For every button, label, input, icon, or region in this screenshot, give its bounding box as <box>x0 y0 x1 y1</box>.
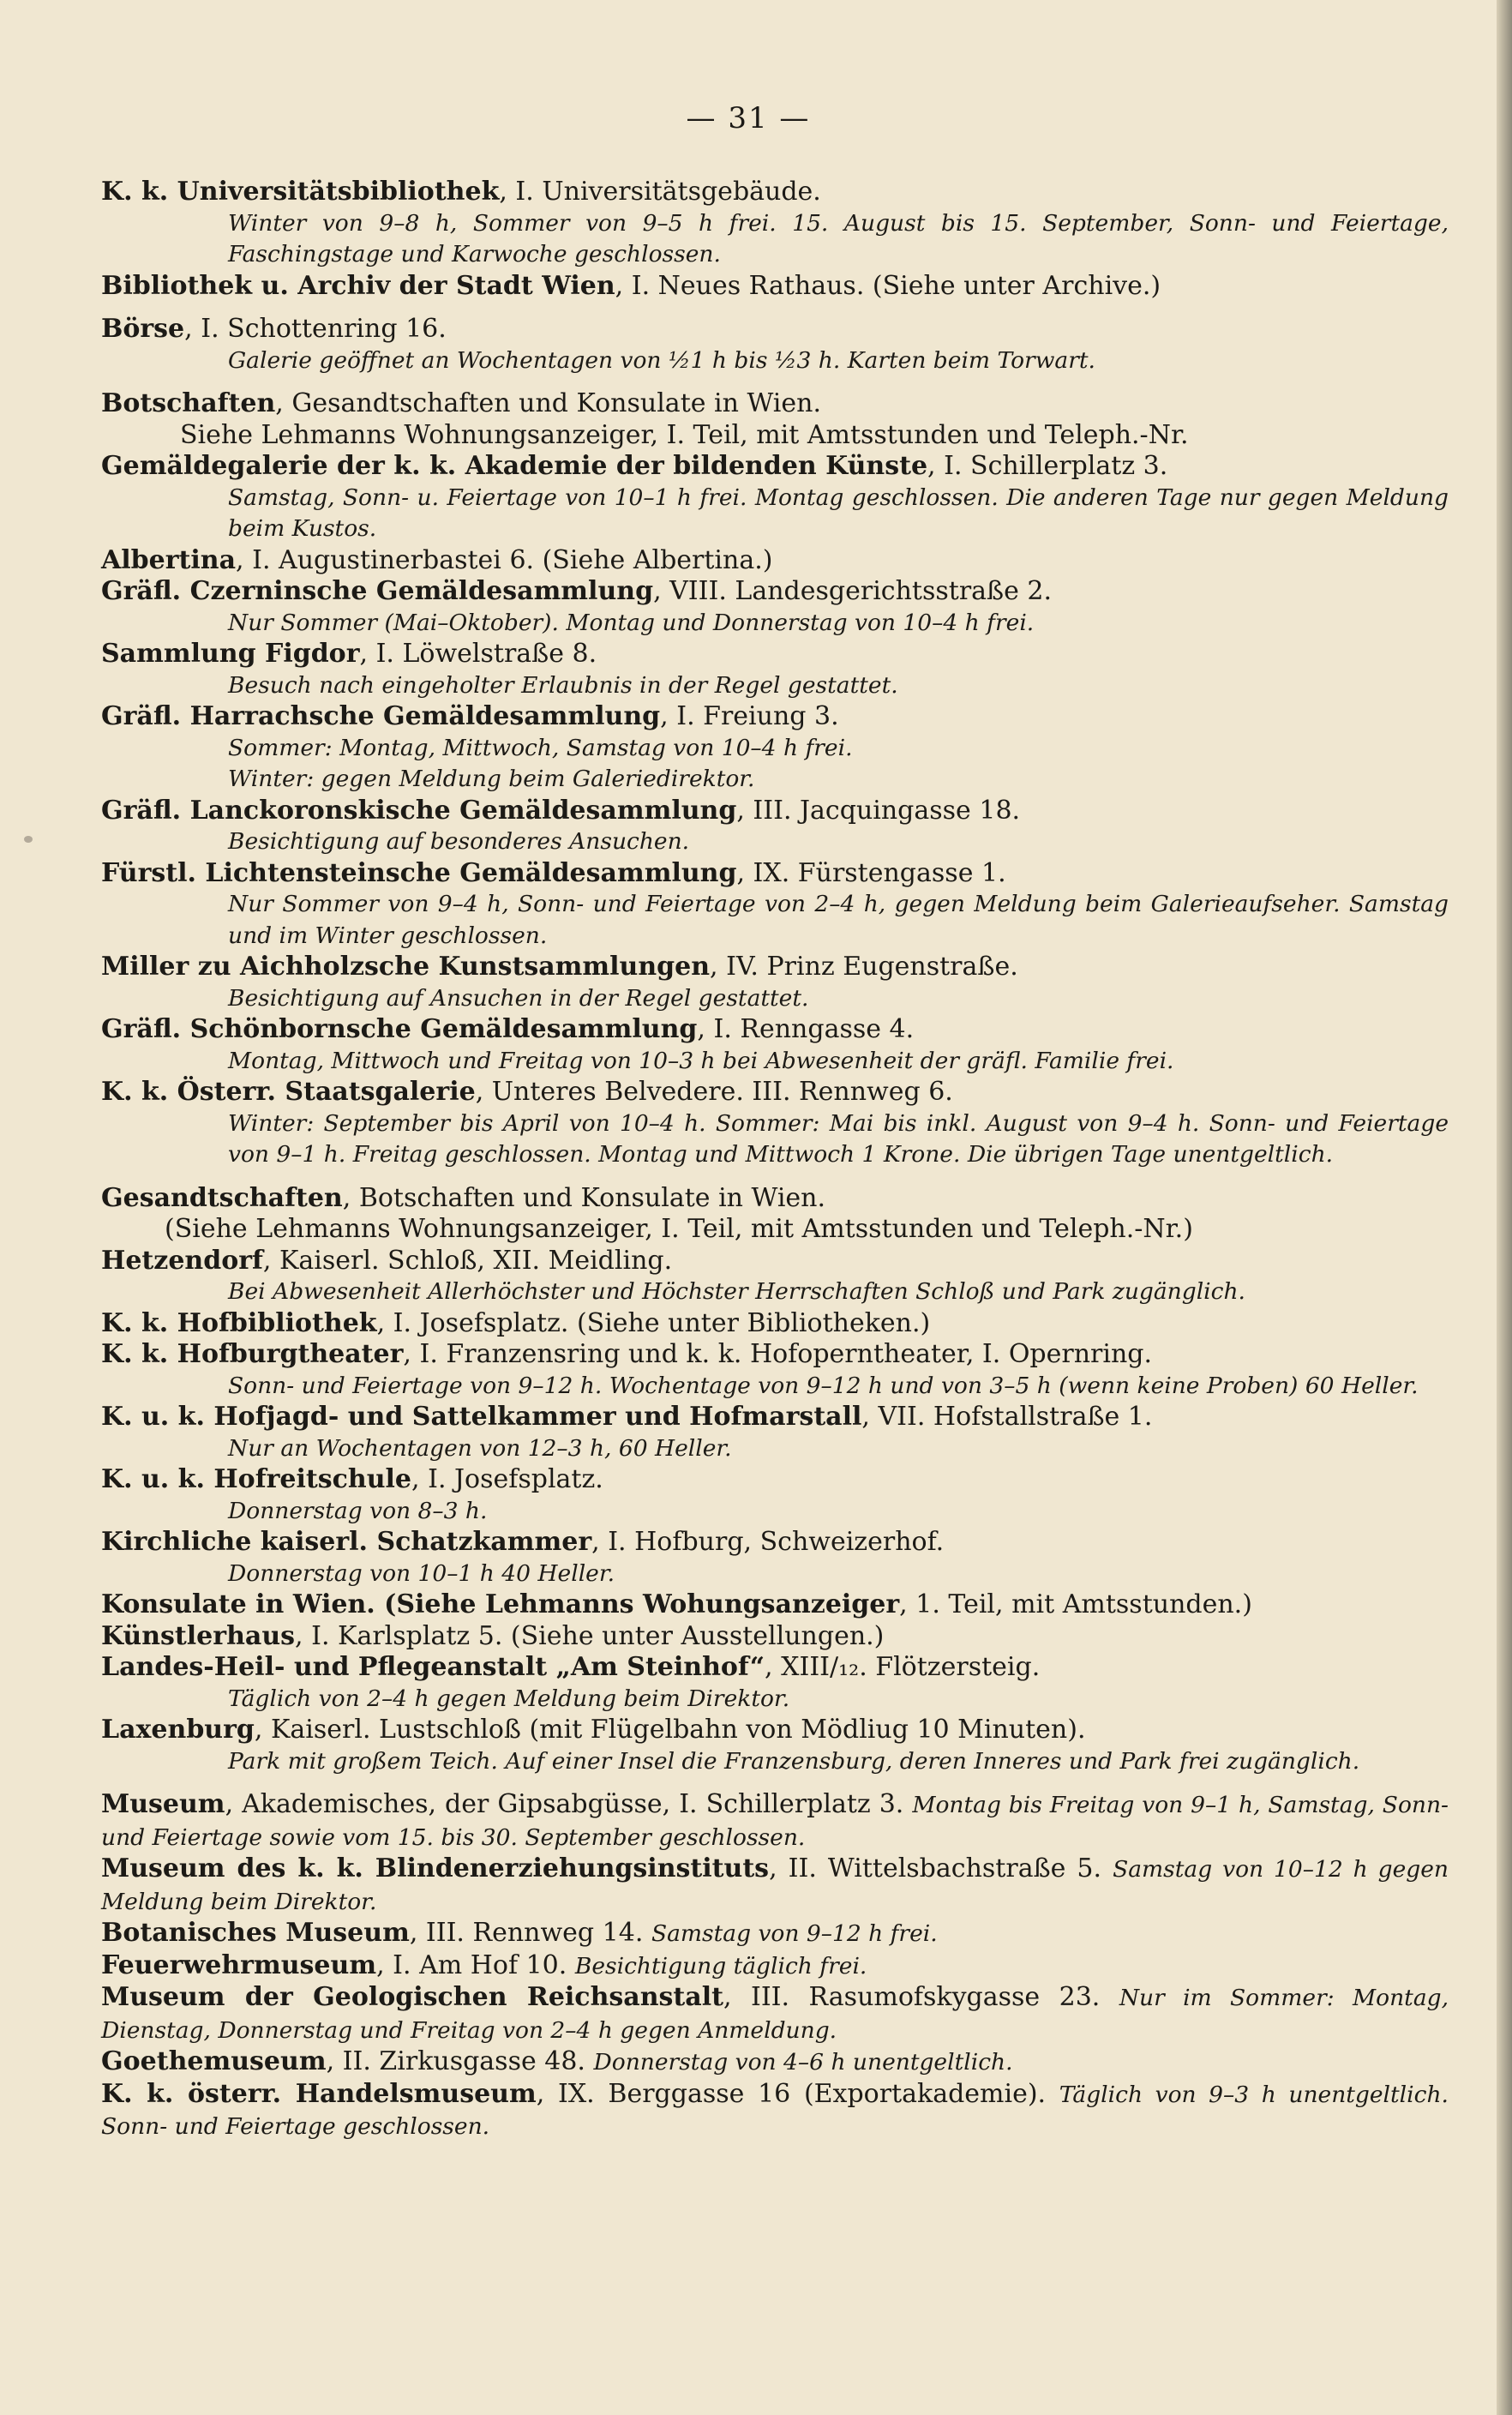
entry-botschaften <box>101 388 1449 451</box>
page-edge-shadow <box>1497 0 1512 2415</box>
entry-title-bold: Botanisches Museum <box>101 1918 410 1948</box>
entry-head: Museum der Geologischen Reichsanstalt, III. Rasumofskygasse 23. <box>101 1982 1101 2012</box>
entry-note: Besichtigung auf besonderes Ansuchen. <box>228 828 690 855</box>
entry-title-bold: Bibliothek u. Archiv der Stadt Wien <box>101 270 615 301</box>
entry-head: Hetzendorf, Kaiserl. Schloß, XII. Meidling. <box>101 1245 673 1276</box>
entry-title-bold: K. k. Hofburgtheater <box>101 1339 404 1369</box>
entry-gemaeldegalerie-akademie <box>101 451 1449 545</box>
page-body <box>101 177 1449 2143</box>
entry-title-bold: Botschaften <box>101 388 276 418</box>
entry-tail: Samstag von 9–12 h frei. <box>651 1920 938 1947</box>
entry-title-bold: Hetzendorf <box>101 1245 263 1276</box>
entry-head: K. k. Universitätsbibliothek, I. Universitätsgebäude. <box>101 177 821 207</box>
entry-title-bold: Gräfl. Czerninsche Gemäldesammlung <box>101 576 654 606</box>
entry-harrach <box>101 701 1449 796</box>
entry-note: Nur Sommer von 9–4 h, Sonn- und Feiertage von 2–4 h, gegen Meldung beim Galerieaufseher. Samstag und im Winter geschlossen. <box>228 891 1449 949</box>
entry-note: Galerie geöffnet an Wochentagen von ½1 h bis ½3 h. Karten beim Torwart. <box>228 346 1095 374</box>
spacer <box>101 302 1449 314</box>
entry-head: K. k. Hofburgtheater, I. Franzensring und k. k. Hofoperntheater, I. Opernring. <box>101 1339 1153 1369</box>
entry-head-wrap <box>101 1982 1449 2046</box>
spacer <box>101 1777 1449 1789</box>
entry-tail: Samstag von 10–12 h gegen Meldung beim Direktor. <box>101 1856 1449 1915</box>
page-number: — 31 — <box>686 101 811 135</box>
entry-title-bold: Gemäldegalerie der k. k. Akademie der bildenden Künste <box>101 451 928 481</box>
entry-title-bold: Gräfl. Harrachsche Gemäldesammlung <box>101 701 661 731</box>
entry-title-bold: Museum der Geologischen Reichsanstalt <box>101 1982 723 2012</box>
entry-title-bold: Sammlung Figdor <box>101 639 360 669</box>
entry-head: Botschaften, Gesandtschaften und Konsulate in Wien. <box>101 388 822 418</box>
entry-title-bold: Goethemuseum <box>101 2046 327 2076</box>
entry-head: Museum, Akademisches, der Gipsabgüsse, I. Schillerplatz 3. <box>101 1789 904 1819</box>
entry-geologische-reichsanstalt <box>101 1982 1449 2046</box>
entry-tail: Montag bis Freitag von 9–1 h, Samstag, Sonn- und Feiertage sowie vom 15. bis 30. September geschlossen. <box>101 1792 1449 1851</box>
entry-head: Gräfl. Harrachsche Gemäldesammlung, I. Freiung 3. <box>101 701 839 731</box>
entry-head: K. u. k. Hofjagd- und Sattelkammer und Hofmarstall, VII. Hofstallstraße 1. <box>101 1402 1153 1432</box>
entry-note: Täglich von 2–4 h gegen Meldung beim Direktor. <box>228 1685 790 1712</box>
entry-head-wrap <box>101 1950 1449 1983</box>
entry-head: K. k. Hofbibliothek, I. Josefsplatz. (Siehe unter Bibliotheken.) <box>101 1307 931 1338</box>
entry-title-bold: Miller zu Aichholzsche Kunstsammlungen <box>101 952 711 982</box>
paper-stain <box>24 836 33 843</box>
entry-head: Feuerwehrmuseum, I. Am Hof 10. <box>101 1949 567 1980</box>
entry-albertina <box>101 545 1449 577</box>
entry-figdor <box>101 639 1449 701</box>
entry-sub: (Siehe Lehmanns Wohnungsanzeiger, I. Teil, mit Amtsstunden und Teleph.-Nr.) <box>165 1214 1193 1244</box>
entry-title-bold: K. u. k. Hofjagd- und Sattelkammer und Hofmarstall <box>101 1402 862 1432</box>
entry-title-bold: Museum des k. k. Blindenerziehungsinstituts <box>101 1853 770 1883</box>
entry-head: K. k. österr. Handelsmuseum, IX. Berggasse 16 (Exportakademie). <box>101 2078 1047 2109</box>
entry-konsulate <box>101 1589 1449 1621</box>
entry-czernin <box>101 576 1449 639</box>
entry-title-bold: Laxenburg <box>101 1715 255 1745</box>
entry-note: Samstag, Sonn- u. Feiertage von 10–1 h frei. Montag geschlossen. Die anderen Tage nur gegen Meldung beim Kustos. <box>228 484 1449 542</box>
entry-hofreitschule <box>101 1464 1449 1527</box>
entry-note: Park mit großem Teich. Auf einer Insel die Franzensburg, deren Inneres und Park frei zugänglich. <box>228 1747 1360 1775</box>
entry-laxenburg <box>101 1715 1449 1777</box>
entry-head: Museum des k. k. Blindenerziehungsinstituts, II. Wittelsbachstraße 5. <box>101 1853 1102 1883</box>
entry-title-bold: Gräfl. Lanckoronskische Gemäldesammlung <box>101 795 737 826</box>
entry-note: Donnerstag von 8–3 h. <box>228 1497 488 1524</box>
entry-gesandtschaften <box>101 1183 1449 1246</box>
entry-title-bold: Gräfl. Schönbornsche Gemäldesammlung <box>101 1014 698 1044</box>
entry-head: Konsulate in Wien. (Siehe Lehmanns Wohungsanzeiger, 1. Teil, mit Amtsstunden.) <box>101 1589 1252 1619</box>
entry-staatsgalerie <box>101 1077 1449 1171</box>
entry-note: Nur an Wochentagen von 12–3 h, 60 Heller. <box>228 1434 732 1462</box>
entry-note: Winter: September bis April von 10–4 h. Sommer: Mai bis inkl. August von 9–4 h. Sonn- und Feiertage von 9–1 h. Freitag geschlossen. Montag und Mittwoch 1 Krone. Die übrigen Tage unentgeltlich. <box>228 1109 1449 1168</box>
entry-note: Besuch nach eingeholter Erlaubnis in der Regel gestattet. <box>228 671 898 699</box>
entry-handelsmuseum <box>101 2079 1449 2143</box>
entry-universitaetsbibliothek <box>101 177 1449 271</box>
entry-sub: Siehe Lehmanns Wohnungsanzeiger, I. Teil, mit Amtsstunden und Teleph.-Nr. <box>180 419 1189 450</box>
entry-title-bold: Fürstl. Lichtensteinsche Gemäldesammlung <box>101 857 737 888</box>
entry-title-bold: K. k. Universitätsbibliothek <box>101 177 500 207</box>
entry-tail: Täglich von 9–3 h unentgeltlich. Sonn- und Feiertage geschlossen. <box>101 2081 1449 2140</box>
entry-lanckoronski <box>101 796 1449 858</box>
entry-head: Gemäldegalerie der k. k. Akademie der bildenden Künste, I. Schillerplatz 3. <box>101 451 1168 481</box>
entry-schoenborn <box>101 1014 1449 1077</box>
entry-note: Winter von 9–8 h, Sommer von 9–5 h frei. 15. August bis 15. September, Sonn- und Feiertage, Faschingstage und Karwoche geschlossen. <box>228 209 1449 267</box>
entry-head: K. u. k. Hofreitschule, I. Josefsplatz. <box>101 1464 603 1494</box>
entry-head-wrap <box>101 1918 1449 1950</box>
entry-head-wrap <box>101 2079 1449 2143</box>
entry-title-bold: Landes-Heil- und Pflegeanstalt „Am Steinhof“ <box>101 1652 765 1682</box>
entry-boerse <box>101 314 1449 376</box>
entry-note: Montag, Mittwoch und Freitag von 10–3 h bei Abwesenheit der gräfl. Familie frei. <box>228 1047 1174 1074</box>
entry-title-bold: K. k. Österr. Staatsgalerie <box>101 1077 476 1107</box>
entry-note: Bei Abwesenheit Allerhöchster und Höchster Herrschaften Schloß und Park zugänglich. <box>228 1278 1245 1305</box>
entry-head: Künstlerhaus, I. Karlsplatz 5. (Siehe unter Ausstellungen.) <box>101 1620 885 1651</box>
entry-title-bold: Gesandtschaften <box>101 1182 343 1213</box>
entry-tail: Besichtigung täglich frei. <box>574 1952 867 1979</box>
entry-head: Landes-Heil- und Pflegeanstalt „Am Steinhof“, XIII/₁₂. Flötzersteig. <box>101 1652 1041 1682</box>
entry-head: Gesandtschaften, Botschaften und Konsulate in Wien. <box>101 1182 826 1213</box>
entry-note: Nur Sommer (Mai–Oktober). Montag und Donnerstag von 10–4 h frei. <box>228 609 1035 636</box>
entry-head: K. k. Österr. Staatsgalerie, Unteres Belvedere. III. Rennweg 6. <box>101 1077 953 1107</box>
entry-note-winter: Winter: gegen Meldung beim Galeriedirektor. <box>228 766 755 792</box>
entry-note: Besichtigung auf Ansuchen in der Regel gestattet. <box>228 984 809 1012</box>
entry-head: Laxenburg, Kaiserl. Lustschloß (mit Flügelbahn von Mödliug 10 Minuten). <box>101 1715 1086 1745</box>
entry-goethemuseum <box>101 2046 1449 2079</box>
entry-botanisches-museum <box>101 1918 1449 1950</box>
entry-head: Miller zu Aichholzsche Kunstsammlungen, IV. Prinz Eugenstraße. <box>101 952 1018 982</box>
entry-note: Sonn- und Feiertage von 9–12 h. Wochentage von 9–12 h und von 3–5 h (wenn keine Proben) 60 Heller. <box>228 1372 1419 1399</box>
entry-steinhof <box>101 1652 1449 1715</box>
entry-title-bold: Feuerwehrmuseum <box>101 1949 377 1980</box>
entry-hetzendorf <box>101 1246 1449 1308</box>
entry-lichtenstein <box>101 858 1449 952</box>
entry-title-bold: K. u. k. Hofreitschule <box>101 1464 412 1494</box>
entry-head: Botanisches Museum, III. Rennweg 14. <box>101 1918 644 1948</box>
entry-head-wrap <box>101 2046 1449 2079</box>
entry-title-bold: Börse <box>101 314 185 344</box>
entry-gipsabguesse <box>101 1789 1449 1853</box>
entry-title-bold: K. k. Hofbibliothek <box>101 1307 377 1338</box>
entry-title-bold: Konsulate in Wien. (Siehe Lehmanns Wohungsanzeiger <box>101 1589 900 1619</box>
entry-head: Bibliothek u. Archiv der Stadt Wien, I. Neues Rathaus. (Siehe unter Archive.) <box>101 270 1161 301</box>
entry-blindeninstitut <box>101 1853 1449 1918</box>
entry-head: Gräfl. Czerninsche Gemäldesammlung, VIII. Landesgerichtsstraße 2. <box>101 576 1053 606</box>
entry-hofburgtheater <box>101 1339 1449 1402</box>
entry-hofjagd <box>101 1402 1449 1464</box>
entry-stadtbibliothek <box>101 271 1449 303</box>
entry-head: Börse, I. Schottenring 16. <box>101 314 447 344</box>
entry-kuenstlerhaus <box>101 1621 1449 1653</box>
entry-title-bold: K. k. österr. Handelsmuseum <box>101 2078 537 2109</box>
entry-title-bold: Albertina <box>101 544 237 575</box>
entry-head: Fürstl. Lichtensteinsche Gemäldesammlung, IX. Fürstengasse 1. <box>101 857 1006 888</box>
entry-schatzkammer <box>101 1527 1449 1589</box>
entry-head-wrap <box>101 1853 1449 1918</box>
entry-head: Gräfl. Lanckoronskische Gemäldesammlung, III. Jacquingasse 18. <box>101 795 1021 826</box>
entry-head: Goethemuseum, II. Zirkusgasse 48. <box>101 2046 585 2076</box>
entry-head: Kirchliche kaiserl. Schatzkammer, I. Hofburg, Schweizerhof. <box>101 1527 945 1557</box>
spacer <box>101 376 1449 388</box>
entry-note: Sommer: Montag, Mittwoch, Samstag von 10–4 h frei. <box>228 734 853 761</box>
entry-miller-aichholz <box>101 952 1449 1014</box>
entry-tail: Nur im Sommer: Montag, Dienstag, Donnerstag und Freitag von 2–4 h gegen Anmeldung. <box>101 1985 1449 2044</box>
entry-head-wrap <box>101 1789 1449 1853</box>
entry-head: Albertina, I. Augustinerbastei 6. (Siehe Albertina.) <box>101 544 773 575</box>
entry-head: Sammlung Figdor, I. Löwelstraße 8. <box>101 639 597 669</box>
entry-tail: Donnerstag von 4–6 h unentgeltlich. <box>593 2049 1013 2076</box>
entry-hofbibliothek <box>101 1308 1449 1340</box>
entry-title-bold: Künstlerhaus <box>101 1620 296 1651</box>
entry-head: Gräfl. Schönbornsche Gemäldesammlung, I. Renngasse 4. <box>101 1014 915 1044</box>
entry-note: Donnerstag von 10–1 h 40 Heller. <box>228 1559 615 1587</box>
entry-feuerwehrmuseum <box>101 1950 1449 1983</box>
entry-title-bold: Museum <box>101 1789 225 1819</box>
spacer <box>101 1171 1449 1183</box>
entry-title-bold: Kirchliche kaiserl. Schatzkammer <box>101 1527 592 1557</box>
